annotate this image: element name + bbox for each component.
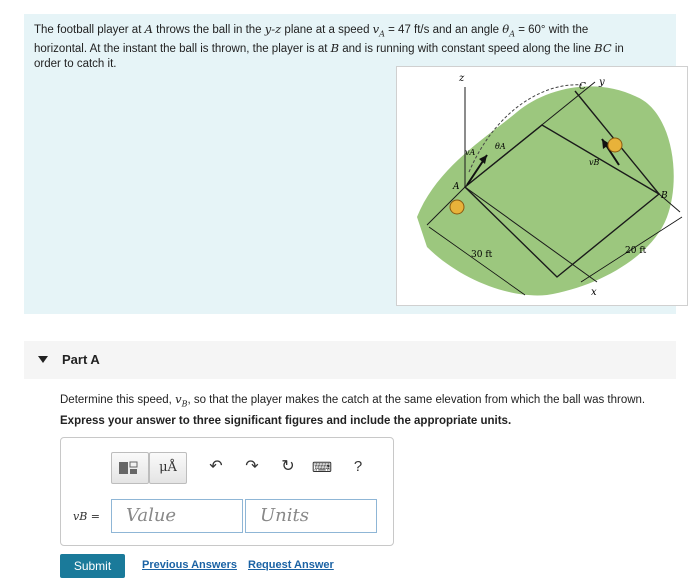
var-theta: θ — [502, 22, 510, 36]
undo-icon[interactable]: ↶ — [209, 458, 223, 475]
units-button[interactable] — [149, 452, 187, 484]
var-BC: BC — [594, 41, 612, 56]
label-C: C — [579, 82, 586, 92]
player-B-icon — [608, 138, 622, 152]
instruction-text: Express your answer to three significant figures and include the appropriate units. — [60, 415, 512, 427]
problem-statement-panel — [24, 14, 676, 314]
label-x: x — [591, 287, 597, 298]
var-B: B — [330, 41, 340, 56]
label-thetaA: θA — [495, 142, 506, 151]
var-vA: v — [372, 22, 380, 36]
question-text: Determine this speed, $v_B$, so that the player makes the catch at the same elevation from which the ball was thrown. — [60, 392, 646, 409]
request-answer-link[interactable]: Request Answer — [248, 559, 334, 571]
problem-figure — [396, 66, 688, 306]
units-input[interactable]: Units — [245, 499, 377, 533]
plane-name: y-z — [264, 22, 282, 36]
dim-20-label: 20 ft — [625, 246, 647, 256]
reset-icon[interactable]: ↻ — [281, 458, 295, 475]
keyboard-icon[interactable]: ⌨ — [311, 459, 333, 475]
math-toolbar — [111, 452, 371, 482]
answer-variable-label: vB = — [73, 510, 101, 523]
units-icon: μÅ — [159, 460, 177, 475]
label-z: z — [459, 73, 465, 84]
var-A: A — [144, 22, 153, 36]
collapse-caret-icon[interactable] — [38, 356, 48, 363]
answer-panel — [60, 437, 394, 546]
player-A-icon — [450, 200, 464, 214]
help-icon[interactable]: ? — [353, 458, 363, 475]
template-button[interactable] — [111, 452, 149, 484]
label-y: y — [599, 77, 605, 88]
value-input[interactable]: Value — [111, 499, 243, 533]
label-vB: vB — [589, 158, 600, 167]
previous-answers-link[interactable]: Previous Answers — [142, 559, 237, 571]
template-icon — [112, 453, 148, 483]
part-a-header[interactable] — [24, 341, 676, 379]
part-title: Part A — [62, 352, 100, 367]
submit-button[interactable]: Submit — [60, 554, 125, 578]
redo-icon[interactable]: ↷ — [245, 458, 259, 475]
label-B: B — [661, 191, 668, 201]
problem-text: The football player at A throws the ball in the y-z plane at a speed $v_A = 47$ ft/s and an angle $\theta_A = 60^\circ$ with the horizontal. At the instant the ball is thrown, the player is at B and is running with constant speed along the line BC in order to catch it. — [34, 22, 624, 71]
label-vA: vA — [465, 148, 476, 157]
dim-30-label: 30 ft — [471, 250, 493, 260]
label-A: A — [453, 182, 460, 192]
field-diagram — [397, 67, 687, 305]
